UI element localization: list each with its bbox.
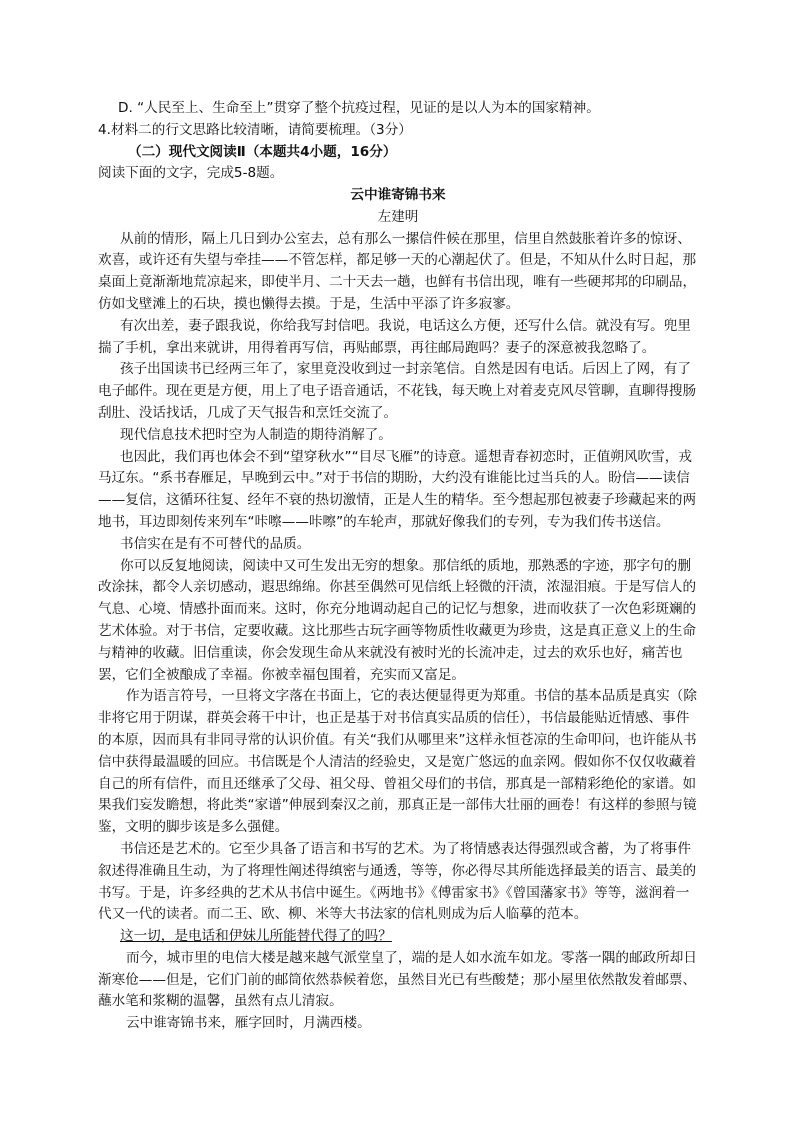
paragraph: 从前的情形，隔上几日到办公室去，总有那么一摞信件候在那里，信里自然鼓胀着许多的惊讶、欢喜，或许还有失望与牵挂——不管怎样，都足够一天的心潮起伏了。但是，不知从什么时日起，那桌面上竟渐渐地荒凉起来，即使半月、二十天去一趟，也鲜有书信出现，唯有一些硬邦邦的印刷品，仿如戈壁滩上的石块，摸也懒得去摸。于是，生活中平添了许多寂寥。 (98, 230, 697, 312)
paragraph: 书信实在是有不可替代的品质。 (120, 535, 311, 552)
paragraph: 有次出差，妻子跟我说，你给我写封信吧。我说，电话这么方便，还写什么信。就没有写。兜里揣了手机，拿出来就讲，用得着再写信，再贴邮票，再往邮局跑吗？妻子的深意被我忽略了。 (98, 317, 691, 356)
option-d: D. “人民至上、生命至上”贯穿了整个抗疫过程，见证的是以人为本的国家精神。 (118, 100, 600, 116)
article-title: 云中谁寄锦书来 (350, 187, 446, 203)
section-heading: （二）现代文阅读Ⅱ（本题共4小题，16分） (128, 143, 397, 160)
paragraph: 书信还是艺术的。它至少具备了语言和书写的艺术。为了将情感表达得强烈或含蓄，为了将事件叙述得准确且生动，为了将理性阐述得缜密与通透，等等，你必得尽其所能选择最美的语言、最美的书写。于是，许多经典的艺术从书信中诞生。《两地书》《傅雷家书》《曾国藩家书》等等，滋润着一代又一代的读者。而二王、欧、柳、米等大书法家的信札则成为后人临摹的范本。 (98, 840, 697, 923)
paragraph: 孩子出国读书已经两三年了，家里竟没收到过一封亲笔信。自然是因有电话。后因上了网，有了电子邮件。现在更是方便，用上了电子语音通话，不花钱，每天晚上对着麦克风尽管聊，直聊得搜肠刮肚、没话找话，几成了天气报告和烹饪交流了。 (98, 361, 697, 421)
header-block (98, 98, 698, 185)
question-4: 4.材料二的行文思路比较清晰，请简要梳理。（3分） (98, 121, 412, 138)
paragraph: 作为语言符号，一旦将文字落在书面上，它的表达便显得更为郑重。书信的基本品质是真实（除非将它用于阴谋，群英会蒋干中计，也正是基于对书信真实品质的信任），书信最能贴近情感、事件的本原，因而具有非同寻常的认识价值。有关“我们从哪里来”这样永恒苍凉的生命叩问，也许能从书信中获得最温暖的回应。书信既是个人清洁的经验史，又是宽广悠远的血亲网。假如你不仅仅收藏着自己的所有信件，而且还继承了父母、祖父母、曾祖父母们的书信，那真是一部精彩绝伦的家谱。如果我们妄发瞻想，将此类“家谱”伸展到秦汉之前，那真正是一部伟大壮丽的画卷！有这样的参照与镜鉴，文明的脚步该是多么强健。 (98, 688, 697, 836)
paragraph-closing: 云中谁寄锦书来，雁字回时，月满西楼。 (126, 1015, 371, 1032)
paragraph: 你可以反复地阅读，阅读中又可生发出无穷的想象。那信纸的质地，那熟悉的字迹，那字句的删改涂抹，都令人亲切感动，遐思绵绵。你甚至偶然可见信纸上轻微的汗渍，浓湿泪痕。于是写信人的气息、心境、情感扑面而来。这时，你充分地调动起自己的记忆与想象，进而收获了一次色彩斑斓的艺术体验。对于书信，定要收藏。这比那些古玩字画等物质性收藏更为珍贵，这是真正意义上的生命与精神的收藏。旧信重读，你会发现生命从来就没有被时光的长流冲走，过去的欢乐也好，痛苦也罢，它们全被酿成了幸福。你被幸福包围着，充实而又富足。 (98, 557, 697, 683)
paragraph: 而今，城市里的电信大楼是越来越气派堂皇了，端的是人如水流车如龙。零落一隅的邮政所却日渐寒伧——但是，它们门前的邮筒依然恭候着您，虽然目光已有些酸楚；那小屋里依然散发着邮票、蘸水笔和浆糊的温馨，虽然有点儿清寂。 (98, 949, 697, 1010)
paragraph: 也因此，我们再也体会不到“望穿秋水”“目尽飞雁”的诗意。遥想青春初恋时，正值朔风吹雪，戎马辽东。“系书春雁足，早晚到云中。”对于书信的期盼，大约没有谁能比过当兵的人。盼信——读信——复信，这循环往复、经年不衰的热切激情，正是人生的精华。至今想起那包被妻子珍藏起来的两地书，耳边即刻传来列车“咔嚓——咔嚓”的车轮声，那就好像我们的专列，专为我们传书送信。 (98, 448, 697, 530)
reading-instruction: 阅读下面的文字，完成5-8题。 (98, 165, 284, 182)
paragraph: 现代信息技术把时空为人制造的期待消解了。 (120, 426, 392, 443)
article-author: 左建明 (377, 208, 419, 225)
paragraph-underlined: 这一切，是电话和伊妹儿所能替代得了的吗？ (120, 928, 392, 945)
article (98, 185, 698, 1035)
